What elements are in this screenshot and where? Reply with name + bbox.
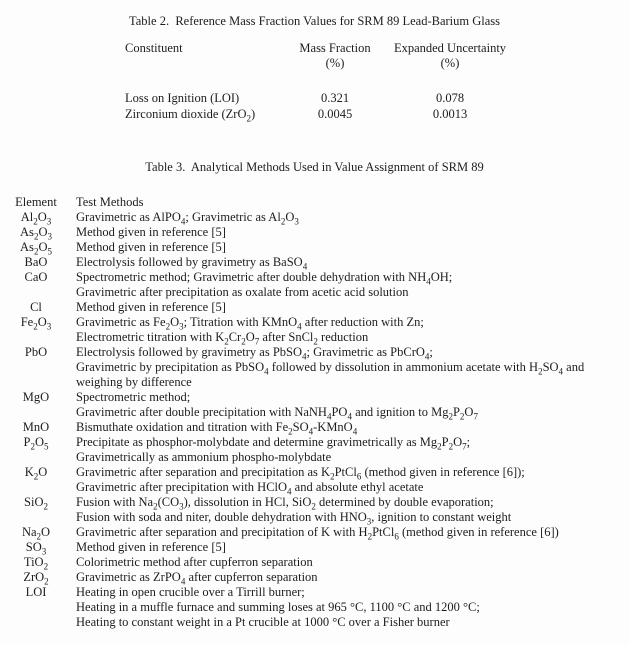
table3-row [0,420,629,435]
table3-row [0,390,629,420]
table3-row [0,540,629,555]
method-line: Fusion with soda and niter, double dehydration with $HNO_3$, ignition to constant weight [76,510,512,527]
method-line: Gravimetric as AlPO$_4$; Gravimetric as $Al_2O_3$ [76,210,299,227]
method-line: Gravimetric after precipitation with HClO$_4$ and absolute ethyl acetate [76,480,424,497]
table2-row [0,107,629,123]
table2-header-mass-fraction-units: (%) [325,56,345,70]
methods-cell [72,390,629,420]
table3-row [0,555,629,570]
method-line: Gravimetric after separation and precipitation of K with $H_2PtCl_6$ (method given in reference [6]) [76,525,559,542]
element-cell: SiO$_2$ [24,495,48,512]
table3-row [0,435,629,465]
table3-row [0,240,629,255]
table3-row [0,300,629,315]
table3-row [0,225,629,240]
uncertainty-cell: 0.078 [435,91,465,105]
table2-header-units-row [0,56,629,71]
table3-body [0,195,629,630]
element-cell: BaO [24,255,48,269]
table3-title: Table 3. Analytical Methods Used in Value Assignment of SRM 89 [145,160,484,174]
method-line: Gravimetric by precipitation as PbSO$_4$ followed by dissolution in ammonium acetate with $H_2SO_4$ and [76,360,585,377]
method-line: Heating in a muffle furnace and summing loses at 965 °C, 1100 °C and 1200 °C; [76,600,480,614]
method-line: Precipitate as phosphor-molybdate and determine gravimetrically as $Mg_2P_2O_7$; [76,435,471,452]
methods-cell [72,315,629,345]
table2-row [0,91,629,107]
table3-section [0,160,629,630]
element-cell: $As_2O_5$ [20,240,52,257]
method-line: Gravimetric after precipitation as oxalate from acetic acid solution [76,285,409,299]
mass-fraction-cell: 0.321 [320,91,350,105]
methods-cell [72,345,629,390]
methods-cell [72,240,629,255]
method-line: Method given in reference [5] [76,300,226,314]
methods-cell [72,570,629,585]
method-line: Electrolysis followed by gravimetry as BaSO$_4$ [76,255,308,272]
methods-cell [72,255,629,270]
method-line: Method given in reference [5] [76,225,226,239]
table2-body [0,91,629,123]
table3-header-test-methods-label: Test Methods [76,195,144,209]
element-cell: $Na_2O$ [21,525,51,542]
methods-cell [72,420,629,435]
element-cell: $Fe_2O_3$ [20,315,52,332]
method-line: Electrometric titration with $K_2Cr_2O_7$ after SnCl$_2$ reduction [76,330,369,347]
table3-header-test-methods [72,195,629,210]
table3-row [0,345,629,390]
table3-row [0,255,629,270]
table2-header-row [0,41,629,56]
methods-cell [72,465,629,495]
table2-header-constituent: Constituent [125,41,183,55]
method-line: Gravimetric as $Fe_2O_3$; Titration with KMnO$_4$ after reduction with Zn; [76,315,424,332]
constituent-cell: Zirconium dioxide (ZrO$_2$) [125,107,256,124]
method-line: Heating to constant weight in a Pt crucible at 1000 °C over a Fisher burner [76,615,450,629]
method-line: Method given in reference [5] [76,240,226,254]
table3-row [0,270,629,300]
methods-cell [72,525,629,540]
element-cell: PbO [24,345,48,359]
table3-header-element: Element [15,195,57,209]
method-line: Colorimetric method after cupferron separation [76,555,313,569]
method-line: Electrolysis followed by gravimetry as PbSO$_4$; Gravimetric as PbCrO$_4$; [76,345,433,362]
method-line: Fusion with $Na_2(CO_3)$, dissolution in HCl, SiO$_2$ determined by double evaporation; [76,495,494,512]
method-line: Spectrometric method; Gravimetric after double dehydration with $NH_4OH$; [76,270,453,287]
table3-row [0,585,629,630]
element-cell: MgO [22,390,50,404]
element-cell: CaO [24,270,48,284]
methods-cell [72,210,629,225]
element-cell: Cl [30,300,42,314]
table3-row [0,465,629,495]
table2-header-expanded-uncertainty: Expanded Uncertainty [393,41,507,55]
element-cell: ZrO$_2$ [23,570,49,587]
element-cell: $P_2O_5$ [23,435,49,452]
table2-header [0,41,629,71]
table3-row [0,495,629,525]
methods-cell [72,555,629,570]
table2-header-units-spacer [125,56,285,71]
table3-header-row [0,195,629,210]
table3-row [0,525,629,540]
table2-title: Table 2. Reference Mass Fraction Values for SRM 89 Lead-Barium Glass [128,14,501,28]
element-cell: LOI [25,585,47,599]
element-cell: TiO$_2$ [23,555,49,572]
element-cell: $K_2O$ [24,465,48,482]
method-line: Gravimetric as ZrPO$_4$ after cupferron separation [76,570,318,587]
mass-fraction-cell: 0.0045 [317,107,353,121]
table2-header-mass-fraction: Mass Fraction [299,41,371,55]
table2-header-uncertainty-units: (%) [440,56,460,70]
table2-section [0,0,629,123]
methods-cell [72,435,629,465]
element-cell: MnO [22,420,50,434]
methods-cell [72,270,629,300]
table3-row [0,210,629,225]
method-line: Heating in open crucible over a Tirrill burner; [76,585,305,599]
element-cell: $Al_2O_3$ [20,210,52,227]
methods-cell [72,300,629,315]
constituent-cell: Loss on Ignition (LOI) [125,91,240,105]
method-line: Gravimetric after separation and precipitation as $K_2PtCl_6$ (method given in reference [6]); [76,465,525,482]
element-cell: $As_2O_3$ [20,225,52,242]
method-line: Gravimetrically as ammonium phospho-molybdate [76,450,332,464]
methods-cell [72,540,629,555]
method-line: Spectrometric method; [76,390,191,404]
method-line: Bismuthate oxidation and titration with $Fe_2SO_4-KMnO_4$ [76,420,358,437]
methods-cell [72,585,629,630]
method-line: weighing by difference [76,375,192,389]
methods-cell [72,225,629,240]
method-line: Gravimetric after double precipitation with $NaNH_4PO_4$ and ignition to $Mg_2P_2O_7$ [76,405,478,422]
table3-row [0,570,629,585]
uncertainty-cell: 0.0013 [432,107,468,121]
table3-row [0,315,629,345]
method-line: Method given in reference [5] [76,540,226,554]
element-cell: $SO_3$ [25,540,47,557]
methods-cell [72,495,629,525]
